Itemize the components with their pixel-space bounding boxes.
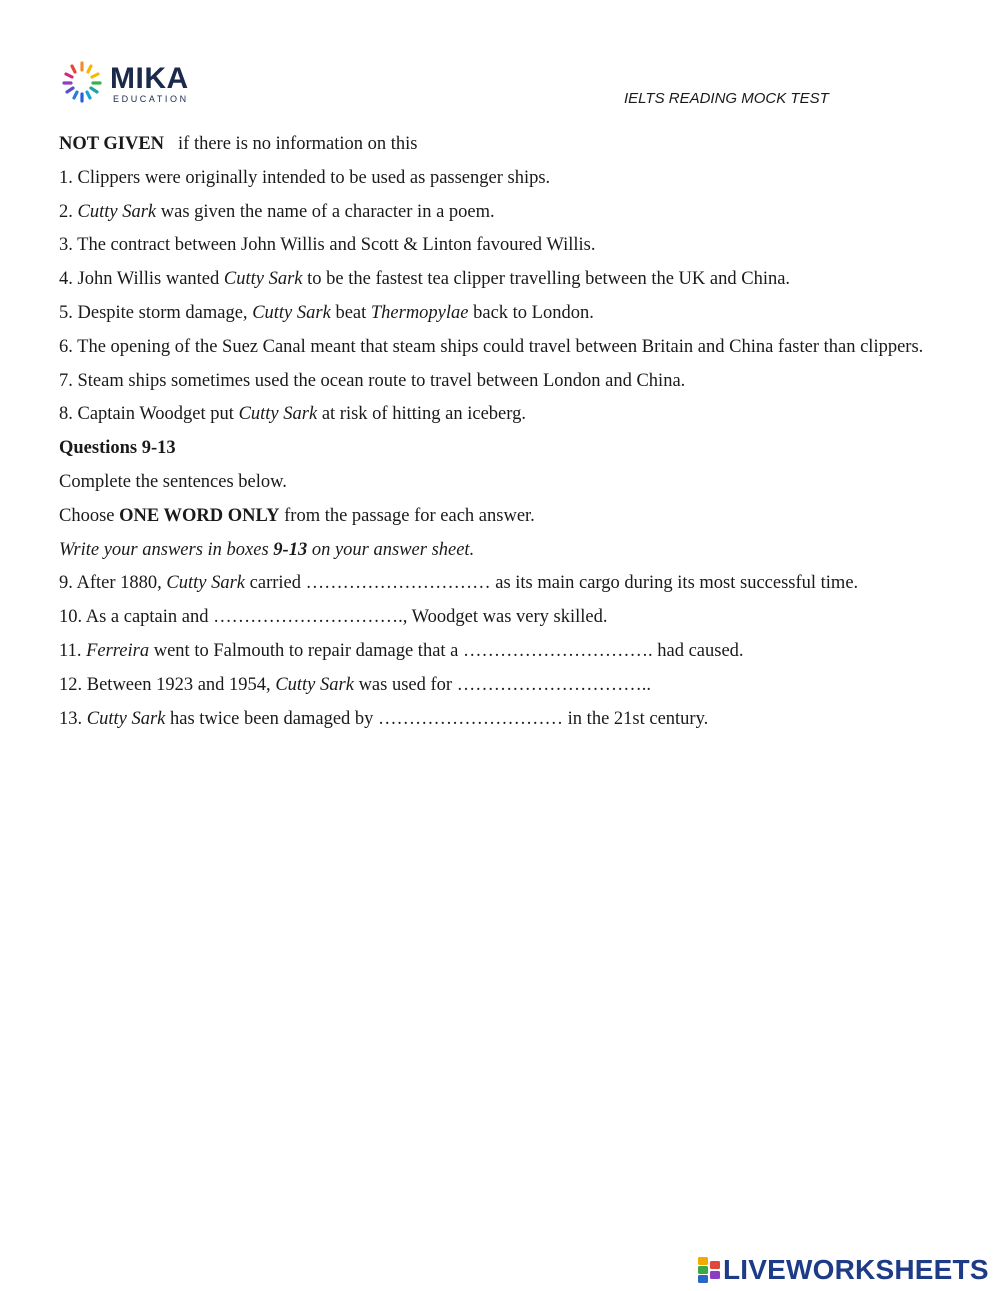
- logo-wordmark: MIKA: [110, 62, 189, 95]
- question-8: 8. Captain Woodget put Cutty Sark at risk of hitting an iceberg.: [59, 404, 526, 425]
- section-instruction-2: Choose ONE WORD ONLY from the passage for each answer.: [59, 505, 535, 526]
- test-title: IELTS READING MOCK TEST: [624, 90, 829, 107]
- question-1: 1. Clippers were originally intended to be used as passenger ships.: [59, 167, 551, 188]
- not-given-label: NOT GIVEN: [59, 134, 165, 154]
- section-heading: Questions 9-13: [59, 438, 176, 459]
- worksheet-body: [59, 128, 939, 736]
- question-11: 11. Ferreira went to Falmouth to repair damage that a …………………………. had caused.: [59, 640, 744, 661]
- section-instruction-1: Complete the sentences below.: [59, 471, 287, 492]
- question-4: 4. John Willis wanted Cutty Sark to be the fastest tea clipper travelling between the UK and China.: [59, 269, 791, 290]
- question-12: 12. Between 1923 and 1954, Cutty Sark was used for …………………………..: [59, 674, 651, 695]
- not-given-definition: [59, 128, 939, 162]
- question-13: 13. Cutty Sark has twice been damaged by ………………………… in the 21st century.: [59, 708, 709, 729]
- not-given-text: if there is no information on this: [178, 134, 418, 154]
- question-5: 5. Despite storm damage, Cutty Sark beat Thermopylae back to London.: [59, 302, 594, 323]
- question-10: 10. As a captain and …………………………., Woodget was very skilled.: [59, 607, 608, 628]
- question-2: 2. Cutty Sark was given the name of a character in a poem.: [59, 201, 495, 222]
- logo-subtitle: EDUCATION: [113, 94, 189, 104]
- liveworksheets-wordmark: LIVEWORKSHEETS: [723, 1254, 989, 1285]
- question-7: 7. Steam ships sometimes used the ocean route to travel between London and China.: [59, 370, 686, 391]
- liveworksheets-brand: [697, 1253, 997, 1287]
- question-6: 6. The opening of the Suez Canal meant that steam ships could travel between Britain and China faster than clippers.: [59, 336, 924, 357]
- section-instruction-3: Write your answers in boxes 9-13 on your answer sheet.: [59, 539, 475, 560]
- mika-logo: [58, 58, 198, 108]
- mika-burst-icon: [58, 58, 106, 106]
- liveworksheets-logo-icon: [697, 1256, 723, 1284]
- question-9: 9. After 1880, Cutty Sark carried ………………………… as its main cargo during its most successful time.: [59, 573, 859, 594]
- question-3: 3. The contract between John Willis and Scott & Linton favoured Willis.: [59, 235, 596, 256]
